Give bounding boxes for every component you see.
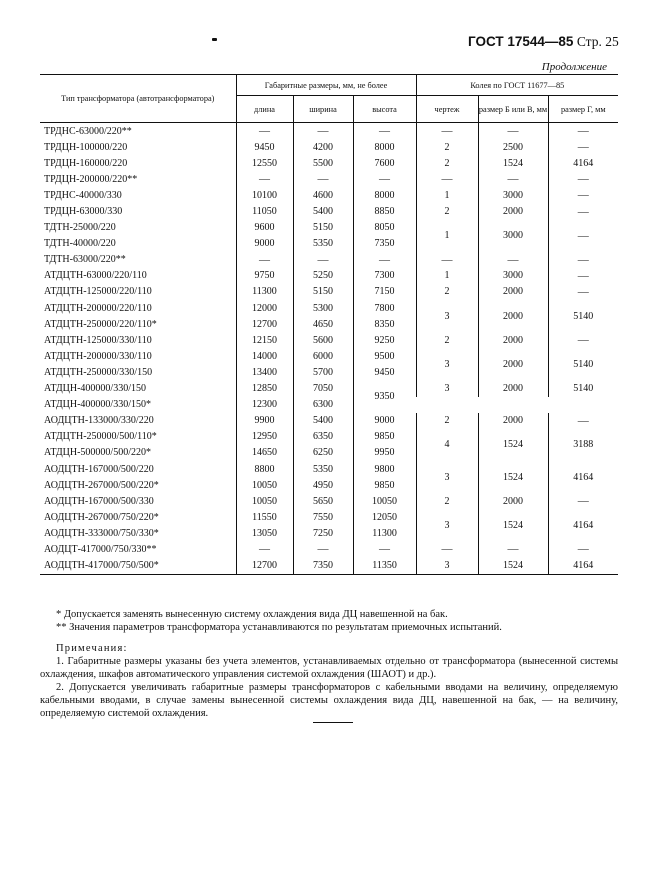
cell-size-g: — bbox=[548, 268, 618, 284]
scan-mark bbox=[212, 38, 217, 41]
cell-height: 9950 bbox=[353, 445, 416, 461]
cell-length: 12150 bbox=[236, 332, 293, 348]
cell-drawing: 2 bbox=[416, 493, 478, 509]
cell-height: 7350 bbox=[353, 236, 416, 252]
cell-width: 5500 bbox=[293, 155, 353, 171]
cell-drawing: 1 bbox=[416, 187, 478, 203]
table-row bbox=[40, 252, 618, 268]
cell-type: ТДТН-40000/220 bbox=[44, 238, 116, 250]
cell-drawing: 3 bbox=[416, 381, 478, 397]
table-row bbox=[40, 300, 618, 316]
cell-length: 9450 bbox=[236, 139, 293, 155]
cell-type: АТДЦТН-250000/330/150 bbox=[44, 366, 153, 378]
table-row bbox=[40, 558, 618, 575]
cell-length: 8800 bbox=[236, 461, 293, 477]
cell-size-b: 1524 bbox=[478, 155, 548, 171]
header-width: ширина bbox=[293, 96, 353, 123]
cell-size-g: 4164 bbox=[548, 509, 618, 541]
table-row bbox=[40, 413, 618, 429]
header-size-g: размер Г, мм bbox=[548, 96, 618, 123]
cell-size-g: 4164 bbox=[548, 461, 618, 493]
cell-width: 5250 bbox=[293, 268, 353, 284]
cell-height: 9800 bbox=[353, 461, 416, 477]
cell-width: 5150 bbox=[293, 220, 353, 236]
cell-length: 9000 bbox=[236, 236, 293, 252]
cell-drawing: 3 bbox=[416, 348, 478, 380]
cell-width: — bbox=[293, 252, 353, 268]
header-height: высота bbox=[353, 96, 416, 123]
cell-type: ТРДЦН-63000/330 bbox=[44, 206, 123, 218]
cell-type: ТРДЦН-160000/220 bbox=[44, 157, 128, 169]
cell-type: АТДЦТН-200000/220/110 bbox=[44, 302, 152, 314]
cell-length: 12700 bbox=[236, 316, 293, 332]
cell-width: — bbox=[293, 123, 353, 140]
table-row bbox=[40, 429, 618, 445]
cell-length: — bbox=[236, 252, 293, 268]
cell-type: АТДЦН-400000/330/150* bbox=[44, 399, 151, 411]
cell-width: 4650 bbox=[293, 316, 353, 332]
cell-size-g: — bbox=[548, 171, 618, 187]
cell-width: 5150 bbox=[293, 284, 353, 300]
cell-drawing: 2 bbox=[416, 155, 478, 171]
cell-height: 8000 bbox=[353, 187, 416, 203]
cell-length: 10100 bbox=[236, 187, 293, 203]
cell-width: 7550 bbox=[293, 509, 353, 525]
cell-type: АОДЦТН-417000/750/500* bbox=[40, 558, 236, 575]
cell-size-g: — bbox=[548, 493, 618, 509]
cell-drawing: — bbox=[416, 123, 478, 140]
cell-width: 6300 bbox=[293, 397, 353, 413]
table-row bbox=[40, 220, 618, 236]
cell-width: 6350 bbox=[293, 429, 353, 445]
cell-length: 12850 bbox=[236, 381, 293, 397]
cell-size-b: — bbox=[478, 123, 548, 140]
cell-size-g: — bbox=[548, 252, 618, 268]
notes-heading: Примечания: bbox=[56, 643, 128, 654]
cell-length: 10050 bbox=[236, 493, 293, 509]
header-overall-dimensions: Габаритные размеры, мм, не более bbox=[236, 75, 416, 96]
cell-width: 6250 bbox=[293, 445, 353, 461]
cell-type: АОДЦТН-333000/750/330* bbox=[44, 527, 159, 539]
cell-length: 12300 bbox=[236, 397, 293, 413]
cell-height: 9850 bbox=[353, 429, 416, 445]
table-row bbox=[40, 123, 618, 140]
cell-height: 11300 bbox=[353, 525, 416, 541]
standard-number: ГОСТ 17544—85 bbox=[468, 34, 574, 49]
cell-width: 4200 bbox=[293, 139, 353, 155]
cell-size-b: 2000 bbox=[478, 413, 548, 429]
cell-length: — bbox=[236, 171, 293, 187]
cell-width: — bbox=[293, 171, 353, 187]
cell-length: 12700 bbox=[236, 558, 293, 575]
cell-width: 7050 bbox=[293, 381, 353, 397]
cell-size-b: — bbox=[478, 541, 548, 557]
cell-width: 5700 bbox=[293, 364, 353, 380]
cell-drawing: 3 bbox=[416, 558, 478, 575]
header-size-b: размер Б или В, мм bbox=[478, 96, 548, 123]
cell-height: 8000 bbox=[353, 139, 416, 155]
cell-length: 11300 bbox=[236, 284, 293, 300]
cell-size-g: 3188 bbox=[548, 429, 618, 461]
notes-section bbox=[40, 608, 618, 720]
footnote-1: * Допускается заменять вынесенную систему охлаждения вида ДЦ навешенной на бак. bbox=[56, 609, 448, 620]
cell-height: — bbox=[353, 171, 416, 187]
cell-height: 12050 bbox=[353, 509, 416, 525]
cell-length: 9600 bbox=[236, 220, 293, 236]
cell-height: — bbox=[353, 541, 416, 557]
table-row bbox=[40, 332, 618, 348]
cell-height: — bbox=[353, 123, 416, 140]
cell-height: 9350 bbox=[353, 381, 416, 413]
cell-width: — bbox=[293, 541, 353, 557]
cell-height: 9450 bbox=[353, 364, 416, 380]
cell-length: — bbox=[236, 541, 293, 557]
cell-size-g: — bbox=[548, 187, 618, 203]
header-transformer-type: Тип трансформатора (автотрансформатора) bbox=[40, 75, 236, 123]
cell-drawing: — bbox=[416, 252, 478, 268]
page-header bbox=[468, 34, 619, 50]
cell-type: ТРДНС-63000/220** bbox=[44, 125, 132, 137]
cell-size-g: 4164 bbox=[548, 155, 618, 171]
cell-height: 9850 bbox=[353, 477, 416, 493]
cell-size-b: 1524 bbox=[478, 558, 548, 575]
table-row bbox=[40, 397, 618, 413]
cell-size-g: 5140 bbox=[548, 300, 618, 332]
note-1: 1. Габаритные размеры указаны без учета элементов, устанавливаемых отдельно от трансформатора (вынесенной системы охлаждения, шкафов автоматического управления системой охлаждения (ШАОТ) и др.). bbox=[40, 656, 618, 680]
cell-height: 7150 bbox=[353, 284, 416, 300]
cell-length: 14650 bbox=[236, 445, 293, 461]
cell-length: 11550 bbox=[236, 509, 293, 525]
cell-type: АОДЦТ-417000/750/330** bbox=[44, 543, 157, 555]
cell-size-b: 1524 bbox=[478, 429, 548, 461]
cell-type: АТДЦТН-63000/220/110 bbox=[44, 270, 147, 282]
cell-size-b: 3000 bbox=[478, 220, 548, 252]
cell-size-g: — bbox=[548, 123, 618, 140]
page-number: Стр. 25 bbox=[576, 34, 619, 49]
cell-size-g: — bbox=[548, 541, 618, 557]
cell-width: 4600 bbox=[293, 187, 353, 203]
cell-type: ТРДЦН-100000/220 bbox=[44, 141, 128, 153]
cell-width: 4950 bbox=[293, 477, 353, 493]
cell-size-b: 2000 bbox=[478, 284, 548, 300]
cell-size-g: — bbox=[548, 220, 618, 252]
cell-size-g: — bbox=[548, 139, 618, 155]
table-row bbox=[40, 348, 618, 364]
cell-size-b: 2000 bbox=[478, 332, 548, 348]
cell-size-b: 1524 bbox=[478, 461, 548, 493]
cell-height: 9000 bbox=[353, 413, 416, 429]
cell-width: 5350 bbox=[293, 236, 353, 252]
cell-length: 13400 bbox=[236, 364, 293, 380]
cell-drawing: — bbox=[416, 171, 478, 187]
cell-height: 7600 bbox=[353, 155, 416, 171]
table-row bbox=[40, 139, 618, 155]
cell-type: АТДЦН-500000/500/220* bbox=[44, 447, 151, 459]
cell-height: — bbox=[353, 252, 416, 268]
transformer-dimensions-table bbox=[40, 74, 618, 575]
cell-type: АОДЦТН-167000/500/330 bbox=[44, 495, 154, 507]
cell-height: 9500 bbox=[353, 348, 416, 364]
cell-width: 7350 bbox=[293, 558, 353, 575]
cell-length: 12000 bbox=[236, 300, 293, 316]
cell-size-g: — bbox=[548, 332, 618, 348]
cell-size-g: — bbox=[548, 284, 618, 300]
cell-drawing: 3 bbox=[416, 300, 478, 332]
cell-size-b: 2000 bbox=[478, 493, 548, 509]
cell-size-b: — bbox=[478, 252, 548, 268]
header-length: длина bbox=[236, 96, 293, 123]
cell-height: 9250 bbox=[353, 332, 416, 348]
table-row bbox=[40, 493, 618, 509]
cell-width: 5400 bbox=[293, 203, 353, 219]
cell-height: 8050 bbox=[353, 220, 416, 236]
cell-height: 8850 bbox=[353, 203, 416, 219]
header-drawing: чертеж bbox=[416, 96, 478, 123]
cell-height: 11350 bbox=[353, 558, 416, 575]
table-row bbox=[40, 203, 618, 219]
cell-drawing: 4 bbox=[416, 429, 478, 461]
cell-size-b: 1524 bbox=[478, 509, 548, 541]
cell-size-b: 2000 bbox=[478, 381, 548, 397]
cell-length: 10050 bbox=[236, 477, 293, 493]
cell-type: АТДЦТН-125000/330/110 bbox=[44, 334, 152, 346]
cell-drawing: 3 bbox=[416, 461, 478, 493]
table-row bbox=[40, 381, 618, 397]
cell-size-g: 5140 bbox=[548, 348, 618, 380]
cell-size-b: 2000 bbox=[478, 300, 548, 332]
table-row bbox=[40, 187, 618, 203]
cell-drawing: 2 bbox=[416, 139, 478, 155]
table-row bbox=[40, 541, 618, 557]
cell-drawing: 2 bbox=[416, 332, 478, 348]
cell-length: 9750 bbox=[236, 268, 293, 284]
cell-type: ТДТН-25000/220 bbox=[44, 222, 116, 234]
note-2: 2. Допускается увеличивать габаритные размеры трансформаторов с кабельными вводами на величину, определяемую кабельными вводами, в случае замены вынесенной системы охлаждения вида ДЦ, навешенной на бак, — на величину, определяемую системой охлаждения. bbox=[40, 682, 618, 719]
header-track-gauge: Колея по ГОСТ 11677—85 bbox=[416, 75, 618, 96]
table-row bbox=[40, 509, 618, 525]
cell-type: ТРДЦН-200000/220** bbox=[44, 173, 138, 185]
cell-type: АОДЦТН-167000/500/220 bbox=[44, 463, 154, 475]
cell-drawing: — bbox=[416, 541, 478, 557]
cell-length: 13050 bbox=[236, 525, 293, 541]
cell-width: 5300 bbox=[293, 300, 353, 316]
cell-width: 5350 bbox=[293, 461, 353, 477]
cell-height: 7800 bbox=[353, 300, 416, 316]
cell-type: АТДЦТН-200000/330/110 bbox=[44, 350, 152, 362]
table-row bbox=[40, 268, 618, 284]
cell-width: 5400 bbox=[293, 413, 353, 429]
cell-size-g: 5140 bbox=[548, 381, 618, 397]
cell-length: 12950 bbox=[236, 429, 293, 445]
cell-type: АОДЦТН-267000/750/220* bbox=[44, 511, 159, 523]
cell-size-g: — bbox=[548, 413, 618, 429]
cell-drawing: 2 bbox=[416, 413, 478, 429]
cell-drawing: 3 bbox=[416, 509, 478, 541]
footnote-2: ** Значения параметров трансформатора устанавливаются по результатам приемочных испытаний. bbox=[56, 622, 502, 633]
cell-drawing: 1 bbox=[416, 220, 478, 252]
cell-size-b: 3000 bbox=[478, 268, 548, 284]
cell-length: — bbox=[236, 123, 293, 140]
cell-length: 9900 bbox=[236, 413, 293, 429]
table-row bbox=[40, 461, 618, 477]
cell-size-g: 4164 bbox=[548, 558, 618, 575]
table-row bbox=[40, 155, 618, 171]
cell-type: АТДЦТН-125000/220/110 bbox=[44, 286, 152, 298]
cell-size-b: — bbox=[478, 171, 548, 187]
cell-size-b: 2000 bbox=[478, 203, 548, 219]
continuation-label: Продолжение bbox=[541, 61, 607, 73]
cell-type: ТРДНС-40000/330 bbox=[44, 189, 122, 201]
cell-type: АОДЦТН-133000/330/220 bbox=[44, 415, 154, 427]
cell-size-g: — bbox=[548, 203, 618, 219]
table-body bbox=[40, 123, 618, 575]
cell-length: 14000 bbox=[236, 348, 293, 364]
cell-type: ТДТН-63000/220** bbox=[44, 254, 126, 266]
cell-size-b: 2000 bbox=[478, 348, 548, 380]
table-row bbox=[40, 284, 618, 300]
cell-height: 10050 bbox=[353, 493, 416, 509]
cell-width: 7250 bbox=[293, 525, 353, 541]
end-rule bbox=[313, 722, 353, 723]
cell-drawing: 1 bbox=[416, 268, 478, 284]
cell-size-b: 2500 bbox=[478, 139, 548, 155]
cell-type: АТДЦН-400000/330/150 bbox=[44, 383, 146, 395]
cell-type: АОДЦТН-267000/500/220* bbox=[44, 479, 159, 491]
table-row bbox=[40, 171, 618, 187]
cell-length: 11050 bbox=[236, 203, 293, 219]
cell-width: 6000 bbox=[293, 348, 353, 364]
cell-drawing: 2 bbox=[416, 284, 478, 300]
cell-type: АТДЦТН-250000/220/110* bbox=[44, 318, 157, 330]
cell-height: 8350 bbox=[353, 316, 416, 332]
cell-size-b: 3000 bbox=[478, 187, 548, 203]
cell-type: АТДЦТН-250000/500/110* bbox=[44, 431, 157, 443]
cell-height: 7300 bbox=[353, 268, 416, 284]
cell-drawing: 2 bbox=[416, 203, 478, 219]
cell-width: 5600 bbox=[293, 332, 353, 348]
cell-width: 5650 bbox=[293, 493, 353, 509]
cell-length: 12550 bbox=[236, 155, 293, 171]
